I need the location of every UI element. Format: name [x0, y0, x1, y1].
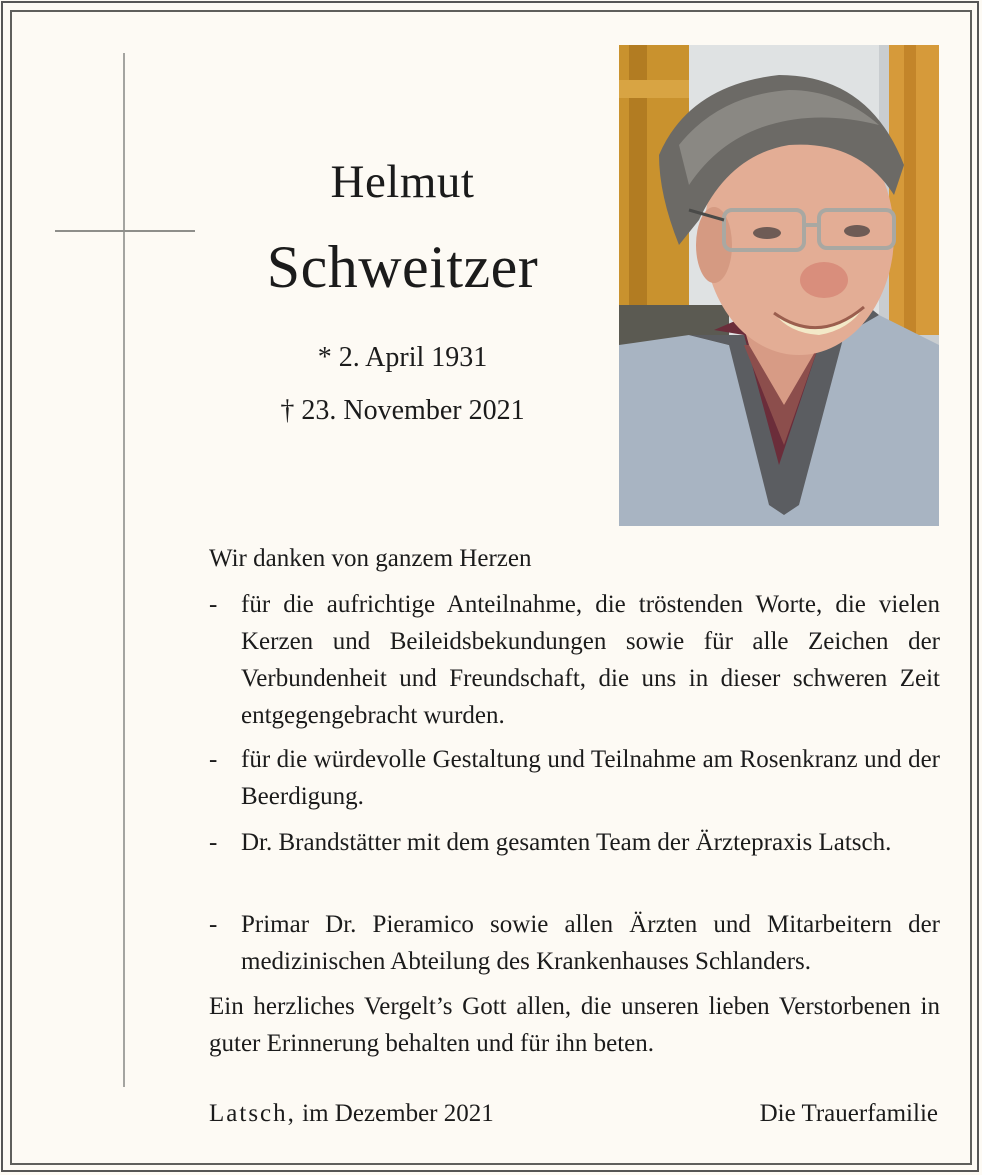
footer-date: im Dezember 2021 [302, 1100, 494, 1127]
bullet-dash: - [209, 591, 218, 618]
thanks-intro: Wir danken von ganzem Herzen [209, 545, 532, 572]
first-name: Helmut [330, 156, 475, 208]
list-item [209, 906, 940, 980]
cross-icon-horizontal-bar [55, 230, 195, 232]
footer-signature: Die Trauerfamilie [759, 1100, 938, 1127]
list-item-text: Dr. Brandstätter mit dem gesamten Team der Ärztepraxis Latsch. [241, 829, 892, 856]
portrait-photo [619, 45, 939, 526]
list-item [209, 586, 940, 734]
portrait-illustration [619, 45, 939, 526]
last-name: Schweitzer [266, 234, 539, 300]
list-item [209, 824, 940, 861]
list-item-text: für die würdevolle Gestaltung und Teilnahme am Rosenkranz und der Beerdigung. [241, 746, 940, 810]
footer-place: Latsch, [209, 1100, 296, 1127]
cross-icon-vertical-bar [123, 53, 125, 1087]
footer-place-date [209, 1095, 494, 1132]
list-item [209, 741, 940, 815]
list-item-text: für die aufrichtige Anteilnahme, die tröstenden Worte, die vielen Kerzen und Beileidsbekundungen sowie für alle Zeichen der Verbundenheit und Freundschaft, die uns in dieser schweren Zeit entgegengebracht wurden. [241, 591, 940, 729]
bullet-dash: - [209, 911, 218, 938]
death-date: † 23. November 2021 [280, 395, 525, 426]
birth-date: * 2. April 1931 [317, 342, 488, 373]
list-item-text: Primar Dr. Pieramico sowie allen Ärzten und Mitarbeitern der medizinischen Abteilung des Krankenhauses Schlanders. [241, 911, 940, 975]
bullet-dash: - [209, 746, 218, 773]
closing-text: Ein herzliches Vergelt’s Gott allen, die unseren lieben Verstorbenen in guter Erinnerung behalten und für ihn beten. [209, 993, 940, 1057]
bullet-dash: - [209, 829, 218, 856]
